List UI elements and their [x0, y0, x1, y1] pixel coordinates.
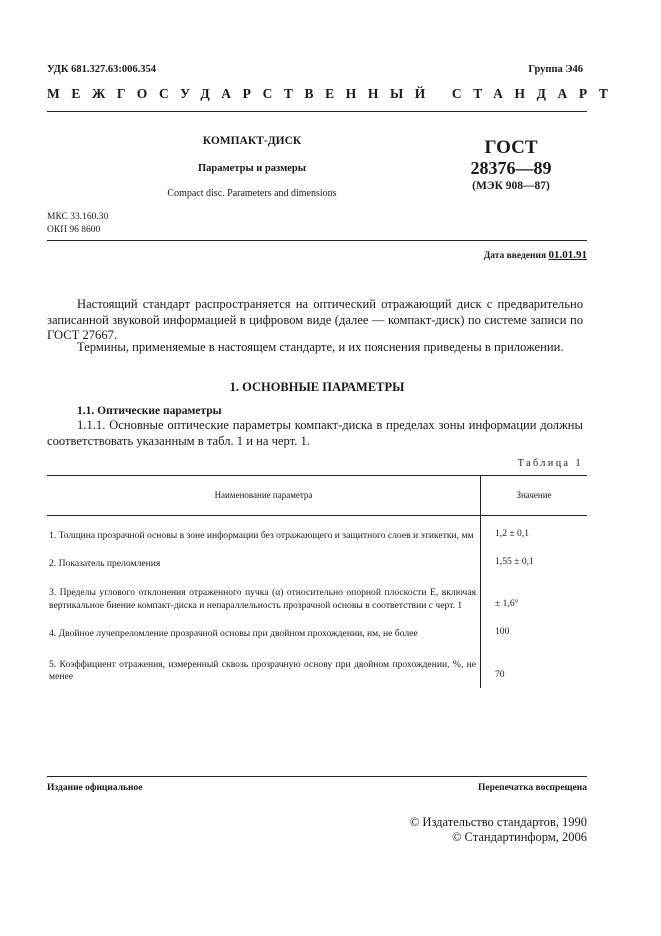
reprint-notice: Перепечатка воспрещена [477, 783, 587, 793]
document-subtitle: Параметры и размеры [198, 163, 306, 174]
intro-date [484, 249, 587, 261]
copyright-line-1: © Издательство стандартов, 1990 [409, 815, 587, 829]
udk-code: УДК 681.327.63:006.354 [47, 64, 156, 75]
document-title: КОМПАКТ-ДИСК [202, 135, 302, 147]
param-value: ± 1,6° [481, 570, 588, 612]
okp-code: ОКП 96 8600 [47, 225, 101, 235]
official-edition: Издание официальное [47, 783, 143, 793]
param-name: 4. Двойное лучепреломление прозрачной основы при двойном прохождении, нм, не более [49, 628, 418, 639]
column-header-value: Значение [516, 490, 552, 501]
iec-number: (МЭК 908—87) [472, 180, 550, 192]
param-name: 1. Толщина прозрачной основы в зоне информации без отражающего и защитного слоев и этикетки, мм [49, 530, 474, 541]
table-caption: Таблица 1 [517, 458, 583, 469]
standard-type: МЕЖГОСУДАРСТВЕННЫЙ СТАНДАРТ [47, 86, 620, 101]
table-row [47, 570, 587, 612]
header-rule [47, 111, 587, 112]
section-heading: 1. ОСНОВНЫЕ ПАРАМЕТРЫ [229, 380, 405, 394]
intro-date-label: Дата введения [483, 251, 547, 261]
table-row [47, 516, 587, 543]
copyright-line-2: © Стандартинформ, 2006 [451, 830, 587, 844]
param-name: 3. Пределы углового отклонения отраженного пучка (α) относительно опорной плоскости E, включая вертикальное биение компакт-диска и непараллельность прозрачной основы в соответствии с черт. 1 [49, 587, 476, 611]
intro-paragraph: Настоящий стандарт распространяется на оптический отражающий диск с предварительно записанной звуковой информацией в цифровом виде (далее — компакт-диск) по системе записи по ГОСТ 27667. [47, 297, 583, 342]
param-value: 1,2 ± 0,1 [481, 516, 588, 543]
param-name: 5. Коэффициент отражения, измеренный сквозь прозрачную основу при двойном прохождении, %, не менее [49, 658, 476, 682]
table-row [47, 641, 587, 688]
param-name: 2. Показатель преломления [49, 557, 161, 569]
param-value: 70 [481, 641, 588, 688]
group-code: Группа Э46 [528, 64, 583, 75]
gost-number: 28376—89 [470, 158, 552, 178]
gost-label: ГОСТ [484, 137, 538, 158]
clause-1-1-1: 1.1.1. Основные оптические параметры компакт-диска в пределах зоны информации должны соответствовать указанным в табл. 1 и на черт. 1. [47, 418, 583, 448]
param-value: 100 [481, 612, 588, 641]
title-rule [47, 240, 587, 241]
english-title: Compact disc. Parameters and dimensions [167, 188, 337, 199]
param-value: 1,55 ± 0,1 [481, 543, 588, 571]
table-header-row [47, 476, 587, 516]
parameters-table [47, 475, 587, 688]
footer-rule [47, 776, 587, 777]
column-header-param: Наименование параметра [47, 476, 481, 516]
subsection-heading: 1.1. Оптические параметры [77, 405, 222, 417]
mks-code: МКС 33.160.30 [47, 212, 109, 222]
table-row [47, 612, 587, 641]
table-row [47, 543, 587, 571]
intro-date-value: 01.01.91 [548, 249, 587, 261]
terms-paragraph: Термины, применяемые в настоящем стандарте, и их пояснения приведены в приложении. [77, 340, 564, 354]
